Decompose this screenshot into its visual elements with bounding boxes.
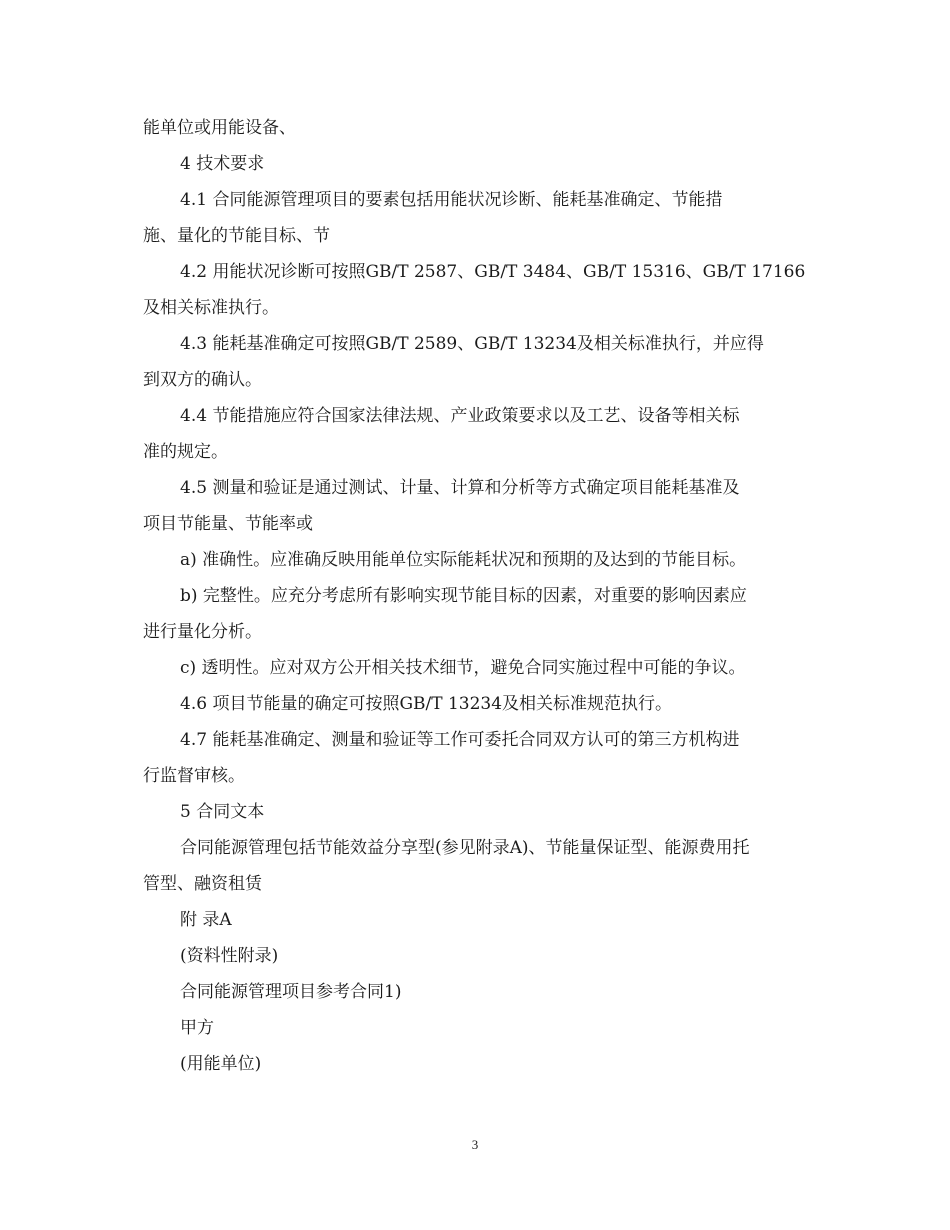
text-line: 准的规定。	[143, 442, 228, 462]
section-heading: 5 合同文本	[180, 802, 265, 822]
text-line: 甲方	[180, 1018, 214, 1038]
text-line: 及相关标准执行。	[143, 298, 279, 318]
text-line: (用能单位)	[180, 1054, 262, 1074]
text-line: 合同能源管理包括节能效益分享型(参见附录A)、节能量保证型、能源费用托	[180, 838, 750, 858]
text-line: 能单位或用能设备、	[143, 118, 296, 138]
text-line: 4.2 用能状况诊断可按照GB/T 2587、GB/T 3484、GB/T 15316、GB/T 17166	[180, 262, 806, 282]
text-line: 合同能源管理项目参考合同1)	[180, 982, 402, 1002]
text-line: 进行量化分析。	[143, 622, 262, 642]
text-line: 4.5 测量和验证是通过测试、计量、计算和分析等方式确定项目能耗基准及	[180, 478, 740, 498]
section-heading: 4 技术要求	[180, 154, 265, 174]
appendix-subtitle: (资料性附录)	[180, 946, 279, 966]
text-line: 4.3 能耗基准确定可按照GB/T 2589、GB/T 13234及相关标准执行，并应得	[180, 334, 764, 354]
text-line: 项目节能量、节能率或	[143, 514, 313, 534]
list-item: b) 完整性。应充分考虑所有影响实现节能目标的因素，对重要的影响因素应	[180, 586, 747, 606]
list-item: c) 透明性。应对双方公开相关技术细节，避免合同实施过程中可能的争议。	[180, 658, 746, 678]
appendix-title: 附 录A	[180, 910, 232, 930]
text-line: 施、量化的节能目标、节	[143, 226, 330, 246]
text-line: 行监督审核。	[143, 766, 245, 786]
page-number: 3	[471, 1137, 479, 1152]
list-item: a) 准确性。应准确反映用能单位实际能耗状况和预期的及达到的节能目标。	[180, 550, 747, 570]
text-line: 4.7 能耗基准确定、测量和验证等工作可委托合同双方认可的第三方机构进	[180, 730, 740, 750]
text-line: 管型、融资租赁	[143, 874, 262, 894]
text-line: 到双方的确认。	[143, 370, 262, 390]
text-line: 4.4 节能措施应符合国家法律法规、产业政策要求以及工艺、设备等相关标	[180, 406, 740, 426]
text-line: 4.1 合同能源管理项目的要素包括用能状况诊断、能耗基准确定、节能措	[180, 190, 723, 210]
text-line: 4.6 项目节能量的确定可按照GB/T 13234及相关标准规范执行。	[180, 694, 673, 714]
